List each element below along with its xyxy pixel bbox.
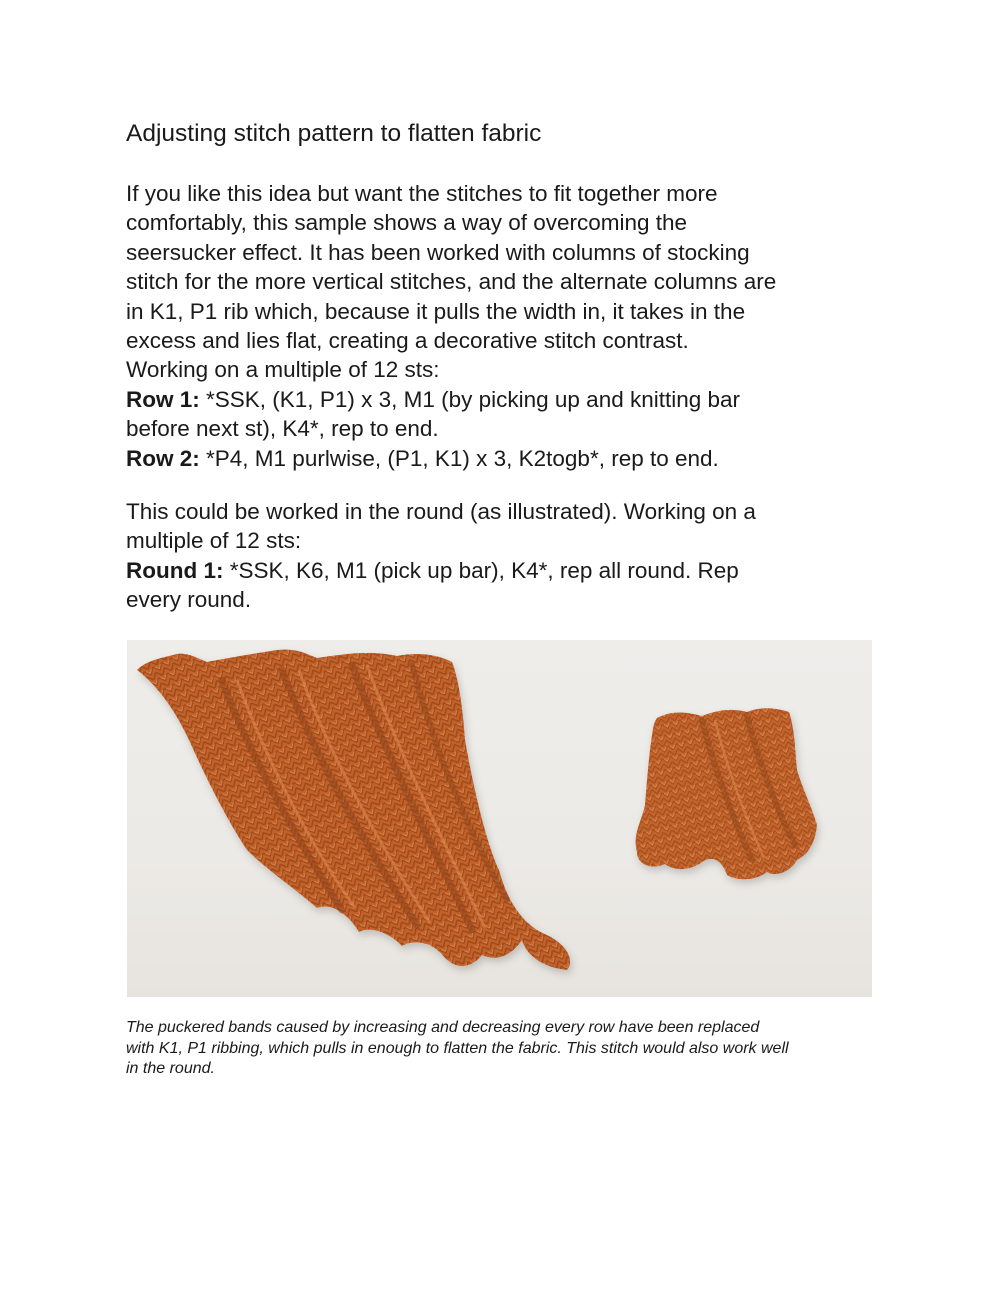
page-title: Adjusting stitch pattern to flatten fabric [126,120,542,147]
round-instructions [126,497,872,615]
small-swatch [636,708,817,879]
pattern-instructions [126,179,872,473]
intro-line: in K1, P1 rib which, because it pulls the width in, it takes in the [126,298,746,324]
knitted-samples-illustration [127,640,872,997]
caption-line: with K1, P1 ribbing, which pulls in enough to flatten the fabric. This stitch would also work well [126,1039,789,1057]
row-2-label: Row 2: [126,445,200,471]
knitted-samples-photo [127,640,872,997]
round-intro-line: multiple of 12 sts: [126,528,302,554]
round-1-text: *SSK, K6, M1 (pick up bar), K4*, rep all round. Rep [223,557,739,583]
photo-caption [126,1018,872,1080]
intro-line: If you like this idea but want the stitches to fit together more [126,181,718,206]
round-1-label: Round 1: [126,557,224,583]
round-intro-line: This could be worked in the round (as illustrated). Working on a [126,499,756,524]
row-1-continuation: before next st), K4*, rep to end. [126,416,439,442]
intro-line: excess and lies flat, creating a decorative stitch contrast. [126,328,689,354]
round-1-instruction [126,556,872,585]
row-1-label: Row 1: [126,386,200,412]
row-1-text: *SSK, (K1, P1) x 3, M1 (by picking up and knitting bar [199,386,741,412]
intro-line: stitch for the more vertical stitches, and the alternate columns are [126,269,777,295]
row-1-instruction [126,385,872,414]
multiple-note: Working on a multiple of 12 sts: [126,357,440,383]
round-1-continuation: every round. [126,587,252,613]
row-2-instruction [126,444,872,473]
caption-line: in the round. [126,1060,215,1077]
intro-line: comfortably, this sample shows a way of overcoming the [126,210,688,236]
intro-line: seersucker effect. It has been worked with columns of stocking [126,239,750,265]
caption-line: The puckered bands caused by increasing and decreasing every row have been replaced [126,1019,760,1036]
row-2-text: *P4, M1 purlwise, (P1, K1) x 3, K2togb*, rep to end. [199,445,719,471]
large-swatch [137,650,570,970]
